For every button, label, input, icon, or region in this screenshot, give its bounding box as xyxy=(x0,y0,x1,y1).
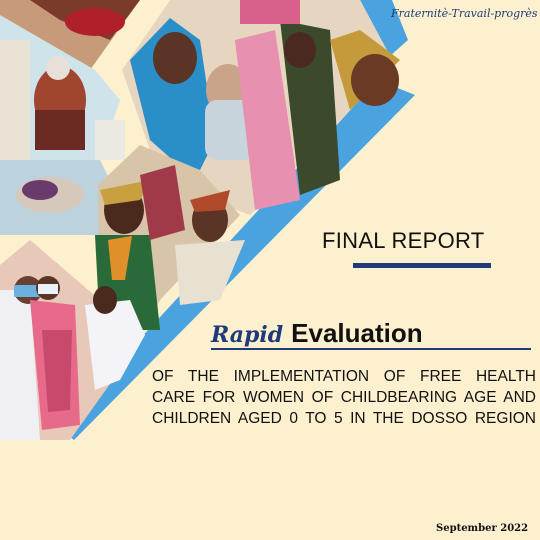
report-title xyxy=(211,318,423,349)
report-label: FINAL REPORT xyxy=(322,228,485,253)
report-label-underline xyxy=(353,263,491,268)
subtitle-line: OF THE IMPLEMENTATION OF FREE HEALTH xyxy=(152,368,536,385)
report-subtitle xyxy=(152,366,536,429)
title-underline xyxy=(211,348,531,350)
report-date: September 2022 xyxy=(436,523,529,534)
national-motto: Fraternitè-Travail-progrès xyxy=(391,7,538,20)
subtitle-line: CARE FOR WOMEN OF CHILDBEARING AGE AND xyxy=(152,389,536,406)
title-italic-word: Rapid xyxy=(211,322,284,348)
subtitle-line: CHILDREN AGED 0 TO 5 IN THE DOSSO REGION xyxy=(152,410,536,427)
title-bold-word: Evaluation xyxy=(291,318,423,348)
